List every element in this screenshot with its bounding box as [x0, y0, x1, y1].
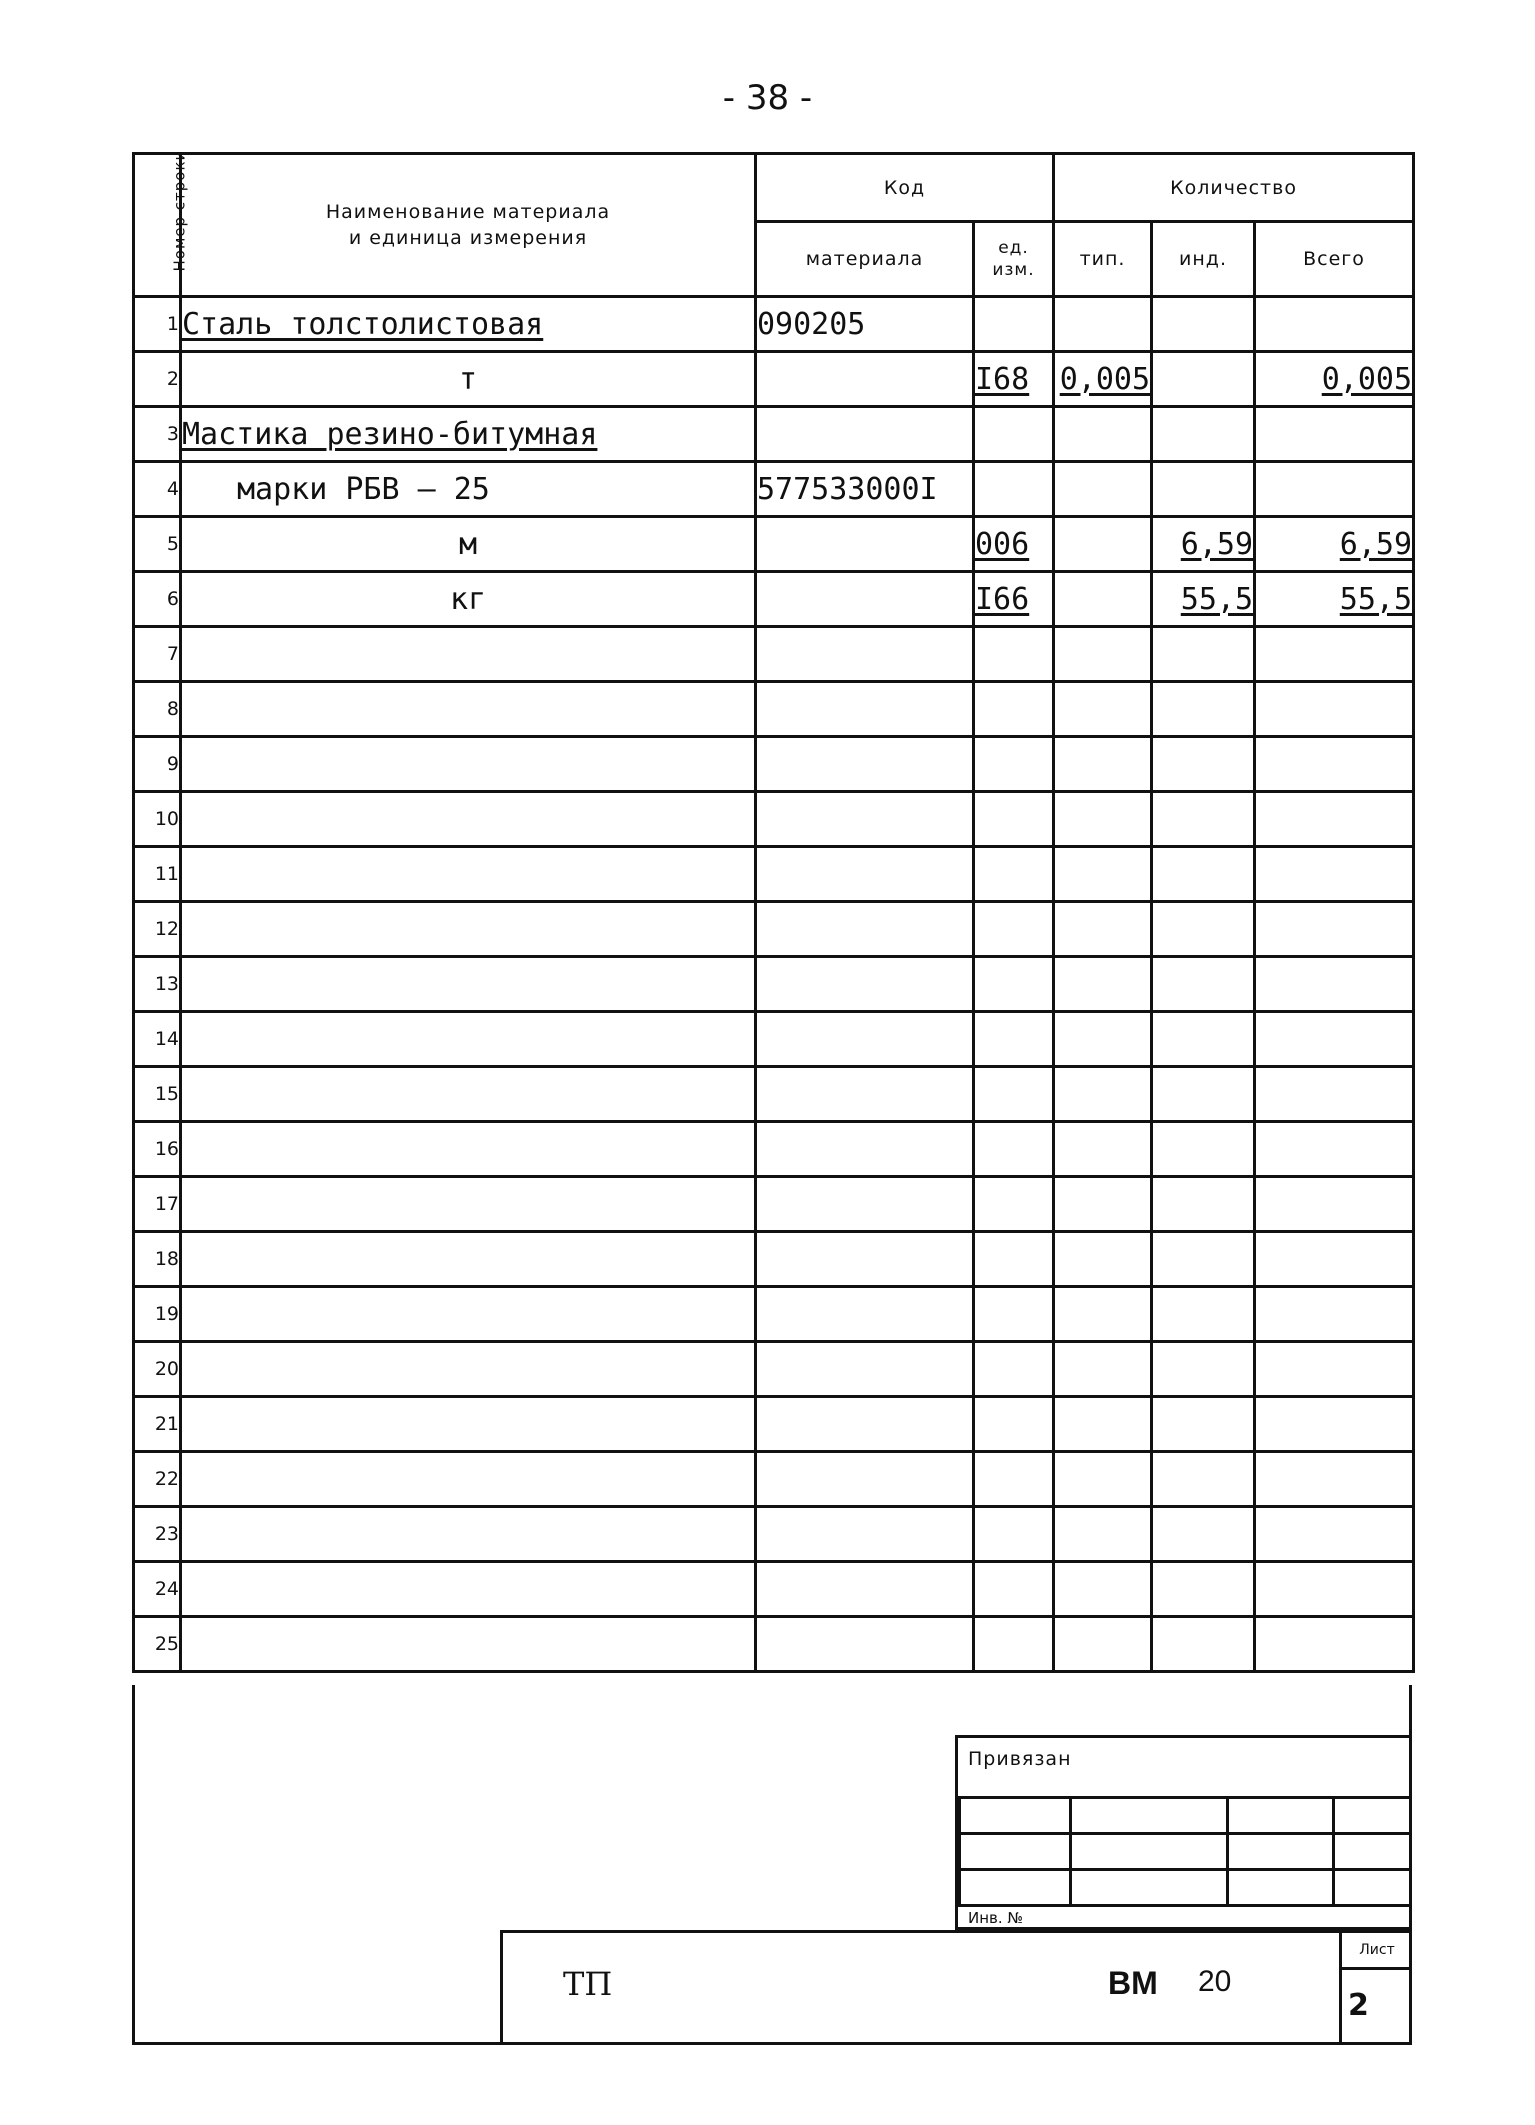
qty-ind-cell [1152, 737, 1255, 792]
material-name-cell [181, 462, 756, 517]
table-row [134, 517, 1414, 572]
unit-code-text: 006 [975, 526, 1030, 562]
material-code-cell [756, 1177, 974, 1232]
material-name-cell [181, 1067, 756, 1122]
material-name-text: Мастика резино-битумная [182, 416, 598, 452]
qty-typ-cell [1054, 682, 1152, 737]
row-number-cell [134, 1122, 181, 1177]
privyazan-label: Привязан [968, 1748, 1072, 1770]
material-name-cell [181, 847, 756, 902]
unit-code-cell [974, 1012, 1054, 1067]
material-name-text: марки РБВ – 25 [237, 471, 490, 507]
material-name-cell [181, 1012, 756, 1067]
header-name: Наименование материала и единица измерения [181, 154, 756, 297]
row-number-cell [134, 792, 181, 847]
material-code-cell [756, 1507, 974, 1562]
qty-ind-cell [1152, 352, 1255, 407]
unit-code-cell [974, 517, 1054, 572]
qty-ind-cell [1152, 1287, 1255, 1342]
qty-typ-cell [1054, 847, 1152, 902]
material-name-cell [181, 1617, 756, 1672]
row-number-cell [134, 1617, 181, 1672]
qty-ind-cell [1152, 297, 1255, 352]
unit-code-text: I66 [975, 581, 1030, 617]
qty-total-cell [1255, 1452, 1414, 1507]
qty-total-cell [1255, 1287, 1414, 1342]
row-number-text: 21 [154, 1413, 179, 1435]
privyazan-block [955, 1735, 1412, 1930]
row-number-text: 12 [154, 918, 179, 940]
row-number-cell [134, 1397, 181, 1452]
sheet-value: 2 [1348, 1988, 1369, 2023]
qty-total-cell [1255, 1012, 1414, 1067]
material-code-cell [756, 462, 974, 517]
row-number-text: 14 [154, 1028, 179, 1050]
table-row [134, 1122, 1414, 1177]
row-number-text: 18 [154, 1248, 179, 1270]
qty-total-cell [1255, 1397, 1414, 1452]
qty-typ-cell [1054, 1122, 1152, 1177]
row-number-cell [134, 902, 181, 957]
row-number-text: 23 [154, 1523, 179, 1545]
material-code-cell [756, 1562, 974, 1617]
qty-typ-cell [1054, 407, 1152, 462]
unit-code-cell [974, 1452, 1054, 1507]
table-row [134, 1452, 1414, 1507]
row-number-text: 24 [154, 1578, 179, 1600]
table-row [134, 352, 1414, 407]
unit-code-cell [974, 1067, 1054, 1122]
row-number-text: 25 [154, 1633, 179, 1655]
row-number-cell [134, 737, 181, 792]
material-code-cell [756, 407, 974, 462]
qty-total-cell [1255, 847, 1414, 902]
material-code-cell [756, 297, 974, 352]
row-number-text: 16 [154, 1138, 179, 1160]
qty-typ-cell [1054, 957, 1152, 1012]
qty-ind-cell [1152, 1507, 1255, 1562]
row-number-text: 6 [166, 588, 179, 610]
row-number-cell [134, 1562, 181, 1617]
table-row [134, 1397, 1414, 1452]
material-code-text: 577533000I [757, 471, 938, 507]
row-number-cell [134, 1287, 181, 1342]
qty-ind-cell [1152, 407, 1255, 462]
row-number-cell [134, 572, 181, 627]
material-code-cell [756, 1122, 974, 1177]
header-unit: ед. изм. [974, 222, 1054, 297]
qty-typ-cell [1054, 1287, 1152, 1342]
unit-code-cell [974, 1617, 1054, 1672]
material-name-cell [181, 407, 756, 462]
qty-typ-cell [1054, 1397, 1152, 1452]
table-row [134, 957, 1414, 1012]
material-code-cell [756, 1397, 974, 1452]
qty-ind-text: 55,5 [1180, 581, 1254, 617]
sheet-box [1339, 1933, 1412, 2045]
unit-code-cell [974, 1397, 1054, 1452]
unit-code-cell [974, 407, 1054, 462]
qty-total-cell [1255, 352, 1414, 407]
qty-ind-cell [1152, 1397, 1255, 1452]
material-name-cell [181, 902, 756, 957]
material-name-cell [181, 1232, 756, 1287]
unit-code-cell [974, 297, 1054, 352]
qty-ind-cell [1152, 1177, 1255, 1232]
table-row [134, 1067, 1414, 1122]
qty-typ-cell [1054, 572, 1152, 627]
qty-total-text: 6,59 [1339, 526, 1413, 562]
qty-ind-cell [1152, 1067, 1255, 1122]
qty-ind-cell [1152, 572, 1255, 627]
qty-ind-cell [1152, 1012, 1255, 1067]
table-row [134, 737, 1414, 792]
unit-code-cell [974, 352, 1054, 407]
material-name-cell [181, 297, 756, 352]
qty-total-cell [1255, 627, 1414, 682]
material-code-cell [756, 1617, 974, 1672]
unit-code-cell [974, 902, 1054, 957]
material-code-cell [756, 792, 974, 847]
material-code-cell [756, 1287, 974, 1342]
material-name-cell [181, 737, 756, 792]
row-number-text: 1 [166, 313, 179, 335]
qty-total-cell [1255, 1232, 1414, 1287]
table-body [134, 297, 1414, 1672]
unit-code-cell [974, 847, 1054, 902]
table-row [134, 1177, 1414, 1232]
row-number-text: 8 [166, 698, 179, 720]
qty-ind-cell [1152, 517, 1255, 572]
qty-total-cell [1255, 1067, 1414, 1122]
row-number-cell [134, 1067, 181, 1122]
material-name-cell [181, 1452, 756, 1507]
qty-typ-cell [1054, 902, 1152, 957]
qty-total-cell [1255, 682, 1414, 737]
material-name-cell [181, 1287, 756, 1342]
row-number-text: 15 [154, 1083, 179, 1105]
table-row [134, 1012, 1414, 1067]
unit-code-cell [974, 1342, 1054, 1397]
row-number-text: 2 [166, 368, 179, 390]
material-name-cell [181, 517, 756, 572]
unit-code-cell [974, 1232, 1054, 1287]
table-row [134, 297, 1414, 352]
unit-code-cell [974, 737, 1054, 792]
table-row [134, 462, 1414, 517]
material-code-cell [756, 352, 974, 407]
doc-code: ВМ [1108, 1965, 1158, 2001]
unit-code-cell [974, 1177, 1054, 1232]
row-number-text: 7 [166, 643, 179, 665]
table-row [134, 1232, 1414, 1287]
table-row [134, 1617, 1414, 1672]
qty-ind-cell [1152, 1617, 1255, 1672]
qty-total-cell [1255, 792, 1414, 847]
row-number-cell [134, 847, 181, 902]
header-material: материала [756, 222, 974, 297]
qty-typ-cell [1054, 1012, 1152, 1067]
row-number-cell [134, 1452, 181, 1507]
qty-total-cell [1255, 957, 1414, 1012]
material-name-cell [181, 572, 756, 627]
material-code-cell [756, 1452, 974, 1507]
header-quantity: Количество [1054, 154, 1414, 222]
row-number-text: 9 [166, 753, 179, 775]
qty-total-cell [1255, 407, 1414, 462]
unit-code-cell [974, 792, 1054, 847]
title-block [500, 1930, 1412, 2045]
qty-total-cell [1255, 517, 1414, 572]
qty-typ-cell [1054, 297, 1152, 352]
material-code-cell [756, 1342, 974, 1397]
doc-number: 20 [1198, 1965, 1232, 1998]
material-code-cell [756, 1232, 974, 1287]
material-code-cell [756, 1012, 974, 1067]
material-name-text: Сталь толстолистовая [182, 306, 544, 342]
row-number-text: 13 [154, 973, 179, 995]
header-code: Код [756, 154, 1054, 222]
qty-total-cell [1255, 1507, 1414, 1562]
row-number-cell [134, 1507, 181, 1562]
header-typ: тип. [1054, 222, 1152, 297]
material-name-cell [181, 1342, 756, 1397]
row-number-text: 4 [166, 478, 179, 500]
material-name-cell [181, 1177, 756, 1232]
tp-label: ТП [563, 1965, 613, 2003]
row-number-text: 3 [166, 423, 179, 445]
material-name-cell [181, 1397, 756, 1452]
material-code-cell [756, 682, 974, 737]
qty-ind-cell [1152, 957, 1255, 1012]
row-number-cell [134, 1177, 181, 1232]
qty-ind-cell [1152, 1562, 1255, 1617]
qty-typ-text: 0,005 [1059, 361, 1151, 397]
header-ind: инд. [1152, 222, 1255, 297]
material-code-cell [756, 517, 974, 572]
row-number-cell [134, 1232, 181, 1287]
privyazan-grid [958, 1796, 1412, 1907]
qty-typ-cell [1054, 792, 1152, 847]
unit-code-cell [974, 1122, 1054, 1177]
material-code-cell [756, 627, 974, 682]
table-row [134, 847, 1414, 902]
material-name-cell [181, 957, 756, 1012]
row-number-text: 17 [154, 1193, 179, 1215]
table-row [134, 902, 1414, 957]
row-number-cell [134, 682, 181, 737]
material-name-text: кг [449, 581, 487, 617]
table-row [134, 407, 1414, 462]
unit-code-cell [974, 462, 1054, 517]
material-code-cell [756, 847, 974, 902]
table-row [134, 1287, 1414, 1342]
sheet-label: Лист [1342, 1933, 1412, 1970]
qty-ind-cell [1152, 902, 1255, 957]
row-number-cell [134, 517, 181, 572]
qty-typ-cell [1054, 1562, 1152, 1617]
table-row [134, 682, 1414, 737]
row-number-cell [134, 297, 181, 352]
table-row [134, 1507, 1414, 1562]
header-row-number: Номер строки [134, 154, 181, 297]
qty-ind-cell [1152, 627, 1255, 682]
qty-ind-cell [1152, 847, 1255, 902]
table-row [134, 792, 1414, 847]
material-name-text: м [458, 526, 478, 562]
qty-total-text: 0,005 [1321, 361, 1413, 397]
qty-total-cell [1255, 1177, 1414, 1232]
unit-code-cell [974, 1287, 1054, 1342]
qty-total-cell [1255, 1122, 1414, 1177]
qty-typ-cell [1054, 1342, 1152, 1397]
row-number-cell [134, 462, 181, 517]
material-code-cell [756, 902, 974, 957]
material-name-cell [181, 352, 756, 407]
qty-total-cell [1255, 737, 1414, 792]
qty-total-cell [1255, 1342, 1414, 1397]
row-number-text: 20 [154, 1358, 179, 1380]
qty-typ-cell [1054, 462, 1152, 517]
row-number-cell [134, 352, 181, 407]
material-code-cell [756, 572, 974, 627]
unit-code-cell [974, 627, 1054, 682]
row-number-text: 10 [154, 808, 179, 830]
material-name-cell [181, 1507, 756, 1562]
table-row [134, 572, 1414, 627]
qty-total-cell [1255, 902, 1414, 957]
qty-typ-cell [1054, 517, 1152, 572]
qty-ind-text: 6,59 [1180, 526, 1254, 562]
material-name-cell [181, 1562, 756, 1617]
row-number-cell [134, 1012, 181, 1067]
row-number-text: 22 [154, 1468, 179, 1490]
row-number-cell [134, 407, 181, 462]
qty-typ-cell [1054, 1067, 1152, 1122]
row-number-text: 5 [166, 533, 179, 555]
material-code-cell [756, 1067, 974, 1122]
qty-ind-cell [1152, 682, 1255, 737]
qty-total-cell [1255, 1562, 1414, 1617]
qty-typ-cell [1054, 1507, 1152, 1562]
qty-ind-cell [1152, 1122, 1255, 1177]
unit-code-text: I68 [975, 361, 1030, 397]
materials-table [132, 149, 1415, 1673]
qty-typ-cell [1054, 1177, 1152, 1232]
qty-total-cell [1255, 462, 1414, 517]
qty-total-cell [1255, 297, 1414, 352]
inv-number-label: Инв. № [968, 1909, 1024, 1927]
qty-typ-cell [1054, 352, 1152, 407]
table-row [134, 627, 1414, 682]
qty-total-cell [1255, 1617, 1414, 1672]
qty-typ-cell [1054, 1232, 1152, 1287]
qty-typ-cell [1054, 737, 1152, 792]
row-number-text: 11 [154, 863, 179, 885]
material-name-cell [181, 682, 756, 737]
unit-code-cell [974, 572, 1054, 627]
row-number-cell [134, 627, 181, 682]
unit-code-cell [974, 957, 1054, 1012]
row-number-text: 19 [154, 1303, 179, 1325]
material-name-cell [181, 792, 756, 847]
unit-code-cell [974, 1562, 1054, 1617]
qty-total-text: 55,5 [1339, 581, 1413, 617]
qty-total-cell [1255, 572, 1414, 627]
qty-ind-cell [1152, 1342, 1255, 1397]
row-number-cell [134, 957, 181, 1012]
material-code-cell [756, 957, 974, 1012]
material-name-text: т [458, 361, 478, 397]
qty-ind-cell [1152, 1452, 1255, 1507]
material-code-cell [756, 737, 974, 792]
qty-ind-cell [1152, 792, 1255, 847]
qty-ind-cell [1152, 1232, 1255, 1287]
material-code-text: 090205 [757, 306, 866, 342]
qty-typ-cell [1054, 1452, 1152, 1507]
unit-code-cell [974, 1507, 1054, 1562]
qty-ind-cell [1152, 462, 1255, 517]
table-row [134, 1342, 1414, 1397]
qty-typ-cell [1054, 627, 1152, 682]
header-total: Всего [1255, 222, 1414, 297]
qty-typ-cell [1054, 1617, 1152, 1672]
material-name-cell [181, 627, 756, 682]
unit-code-cell [974, 682, 1054, 737]
material-name-cell [181, 1122, 756, 1177]
row-number-cell [134, 1342, 181, 1397]
table-row [134, 1562, 1414, 1617]
page-number: - 38 - [722, 78, 813, 118]
